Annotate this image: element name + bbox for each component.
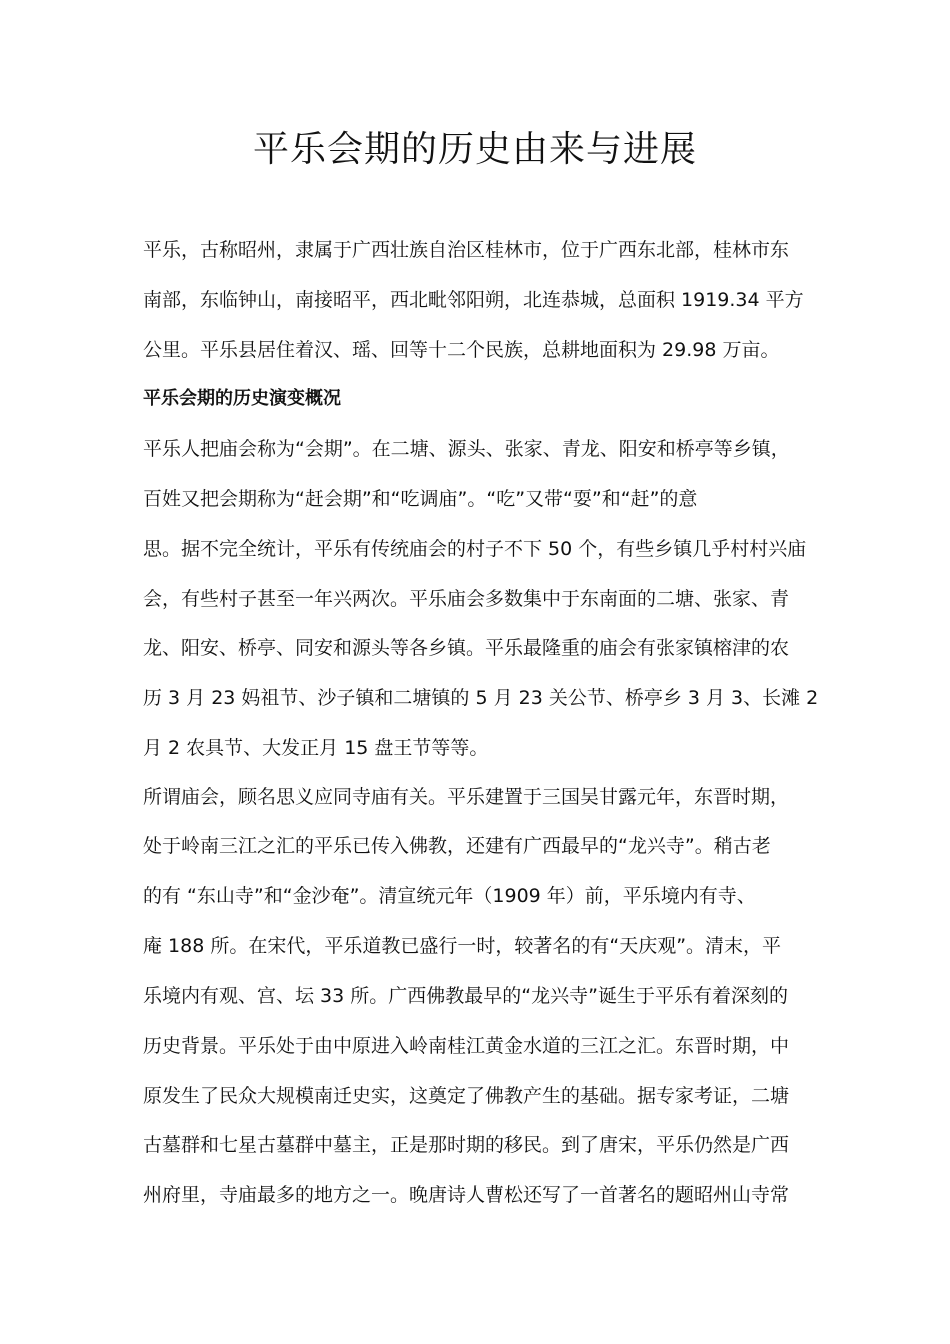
text-line: 所谓庙会，顾名思义应同寺庙有关。平乐建置于三国吴甘露元年，东晋时期， xyxy=(143,786,790,808)
text-line: 历史背景。平乐处于由中原进入岭南桂江黄金水道的三江之汇。东晋时期，中 xyxy=(143,1035,790,1057)
text-line: 龙、阳安、桥亭、同安和源头等各乡镇。平乐最隆重的庙会有张家镇榕津的农 xyxy=(143,637,790,659)
text-line: 历 3 月 23 妈祖节、沙子镇和二塘镇的 5 月 23 关公节、桥亭乡 3 月 3、长滩 2 xyxy=(143,687,819,709)
text-line: 处于岭南三江之汇的平乐已传入佛教，还建有广西最早的“龙兴寺”。稍古老 xyxy=(143,835,771,857)
text-line: 州府里，寺庙最多的地方之一。晚唐诗人曹松还写了一首著名的题昭州山寺常 xyxy=(143,1184,790,1206)
text-line: 百姓又把会期称为“赶会期”和“吃调庙”。“吃”又带“耍”和“赶”的意 xyxy=(143,488,698,510)
text-line: 月 2 农具节、大发正月 15 盘王节等等。 xyxy=(143,737,489,759)
text-line: 庵 188 所。在宋代，平乐道教已盛行一时，较著名的有“天庆观”。清末，平 xyxy=(143,935,782,957)
text-line: 南部，东临钟山，南接昭平，西北毗邻阳朔，北连恭城，总面积 1919.34 平方 xyxy=(143,289,804,311)
text-line: 公里。平乐县居住着汉、瑶、回等十二个民族，总耕地面积为 29.98 万亩。 xyxy=(143,339,780,361)
text-line: 思。据不完全统计，平乐有传统庙会的村子不下 50 个，有些乡镇几乎村村兴庙 xyxy=(143,538,807,560)
text-line: 平乐人把庙会称为“会期”。在二塘、源头、张家、青龙、阳安和桥亭等乡镇， xyxy=(143,438,790,460)
text-line: 古墓群和七星古墓群中墓主，正是那时期的移民。到了唐宋，平乐仍然是广西 xyxy=(143,1134,790,1156)
text-line: 平乐，古称昭州，隶属于广西壮族自治区桂林市，位于广西东北部，桂林市东 xyxy=(143,239,790,261)
text-line: 会，有些村子甚至一年兴两次。平乐庙会多数集中于东南面的二塘、张家、青 xyxy=(143,588,790,610)
text-line: 原发生了民众大规模南迁史实，这奠定了佛教产生的基础。据专家考证，二塘 xyxy=(143,1085,790,1107)
text-line: 乐境内有观、宫、坛 33 所。广西佛教最早的“龙兴寺”诞生于平乐有着深刻的 xyxy=(143,985,788,1007)
section-heading: 平乐会期的历史演变概况 xyxy=(143,388,341,409)
text-line: 的有 “东山寺”和“金沙奄”。清宣统元年（1909 年）前，平乐境内有寺、 xyxy=(143,885,756,907)
page-title: 平乐会期的历史由来与进展 xyxy=(252,129,697,170)
